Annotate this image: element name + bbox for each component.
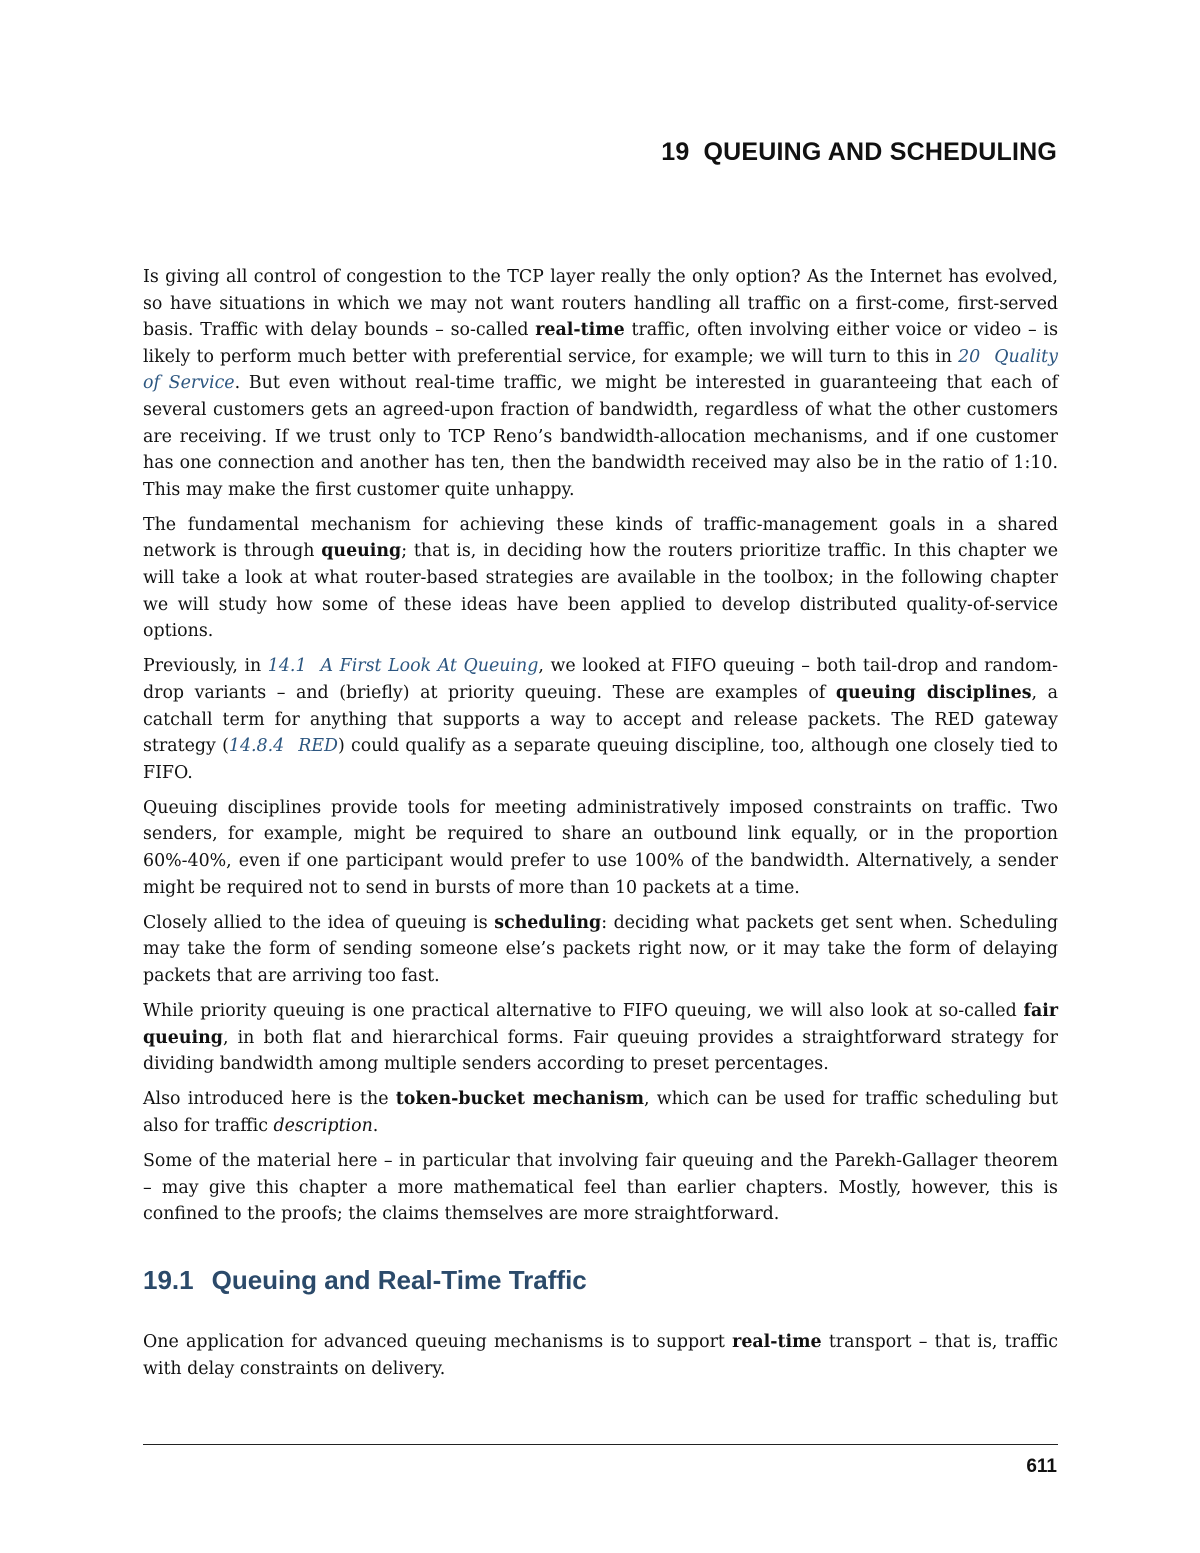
link-first-look-at-queuing[interactable] <box>268 656 539 676</box>
text-run: : deciding what packets get sent when. Scheduling may take the form of sending someone else’s packets right now, or it may take the form of delaying packets that are arriving too fast. <box>143 912 1058 986</box>
link-red[interactable] <box>229 736 338 756</box>
text-run: , a catchall term for anything that supports a way to accept and release packets. The RED gateway strategy ( <box>143 682 1058 757</box>
bold-term-real-time: real-time <box>732 1332 822 1353</box>
link-title: Quality of Service <box>143 346 1058 394</box>
chapter-title-text: QUEUING AND SCHEDULING <box>703 138 1057 166</box>
paragraph-section-intro <box>143 1329 1058 1382</box>
bold-term-queuing: queuing <box>321 541 402 562</box>
bold-term-queuing-disciplines: queuing disciplines <box>835 682 1032 703</box>
paragraph-fair-queuing <box>143 998 1058 1078</box>
section-heading <box>143 1264 1058 1295</box>
text-run: While priority queuing is one practical alternative to FIFO queuing, we will also look at so-called <box>143 1000 1024 1021</box>
chapter-body <box>143 264 1058 1391</box>
bold-term-real-time: real-time <box>535 320 625 341</box>
text-run: transport – that is, traffic with delay constraints on delivery. <box>143 1332 1058 1379</box>
bold-term-fair-queuing: fair queuing <box>143 1000 1058 1048</box>
text-run: , in both flat and hierarchical forms. Fair queuing provides a straightforward strategy for dividing bandwidth among multiple senders according to preset percentages. <box>143 1027 1058 1075</box>
section-title-text: Queuing and Real-Time Traffic <box>211 1264 587 1295</box>
paragraph-previously <box>143 653 1058 786</box>
paragraph-mathematical-feel <box>143 1148 1058 1228</box>
page-number: 611 <box>1026 1456 1057 1477</box>
text-run: Closely allied to the idea of queuing is <box>143 912 495 933</box>
paragraph-fundamental-mechanism <box>143 512 1058 645</box>
paragraph-queuing-disciplines <box>143 795 1058 901</box>
chapter-number: 19 <box>661 138 690 166</box>
text-run: traffic, often involving either voice or video – is likely to perform much better with preferential service, for example; we will turn to this in <box>143 320 1058 367</box>
footer-divider <box>143 1444 1058 1445</box>
text-run: One application for advanced queuing mechanisms is to support <box>143 1332 733 1353</box>
text-run: The fundamental mechanism for achieving these kinds of traffic-management goals in a shared network is through <box>143 514 1058 562</box>
section-number: 19.1 <box>143 1264 194 1295</box>
text-run: , we looked at FIFO queuing – both tail-drop and random-drop variants – and (briefly) at priority queuing. These are examples of <box>143 656 1058 703</box>
link-title: A First Look At Queuing <box>320 656 539 677</box>
paragraph-intro <box>143 264 1058 503</box>
link-number: 20 <box>958 346 981 367</box>
italic-term-description: description <box>273 1115 373 1136</box>
text-run: Previously, in <box>143 656 268 677</box>
text-run: ) could qualify as a separate queuing discipline, too, although one closely tied to FIFO. <box>143 736 1058 783</box>
text-run: Also introduced here is the <box>143 1089 396 1110</box>
text-run: . But even without real-time traffic, we might be interested in guaranteeing that each of several customers gets an agreed-upon fraction of bandwidth, regardless of what the other customers are receiving. If we trust only to TCP Reno’s bandwidth-allocation mechanisms, and if one customer has one connection and another has ten, then the bandwidth received may also be in the ratio of 1:10. This may make the first customer quite unhappy. <box>143 373 1059 500</box>
text-run: , which can be used for traffic scheduling but also for traffic <box>143 1089 1058 1136</box>
link-number: 14.1 <box>267 656 307 677</box>
text-run: Some of the material here – in particular that involving fair queuing and the Parekh-Gallager theorem – may give this chapter a more mathematical feel than earlier chapters. Mostly, however, this is confined to the proofs; the claims themselves are more straightforward. <box>143 1150 1058 1225</box>
bold-term-token-bucket: token-bucket mechanism <box>395 1089 645 1110</box>
text-run: Is giving all control of congestion to the TCP layer really the only option? As the Internet has evolved, so have situations in which we may not want routers handling all traffic on a first-come, first-served basis. Traffic with delay bounds – so-called <box>143 267 1058 341</box>
paragraph-token-bucket <box>143 1086 1058 1139</box>
text-run: Queuing disciplines provide tools for meeting administratively imposed constraints on traffic. Two senders, for example, might be required to share an outbound link equally, or in the proportion 60%-40%, even if one participant would prefer to use 100% of the bandwidth. Alternatively, a sender might be required not to send in bursts of more than 10 packets at a time. <box>143 797 1058 898</box>
bold-term-scheduling: scheduling <box>494 912 602 933</box>
link-number: 14.8.4 <box>228 736 285 757</box>
text-run: . <box>372 1115 379 1136</box>
text-run: ; that is, in deciding how the routers prioritize traffic. In this chapter we will take a look at what router-based strategies are available in the toolbox; in the following chapter we will study how some of these ideas have been applied to develop distributed quality-of-service options. <box>143 541 1058 642</box>
chapter-title <box>661 138 1057 167</box>
paragraph-scheduling <box>143 910 1058 990</box>
link-title: RED <box>298 736 338 757</box>
